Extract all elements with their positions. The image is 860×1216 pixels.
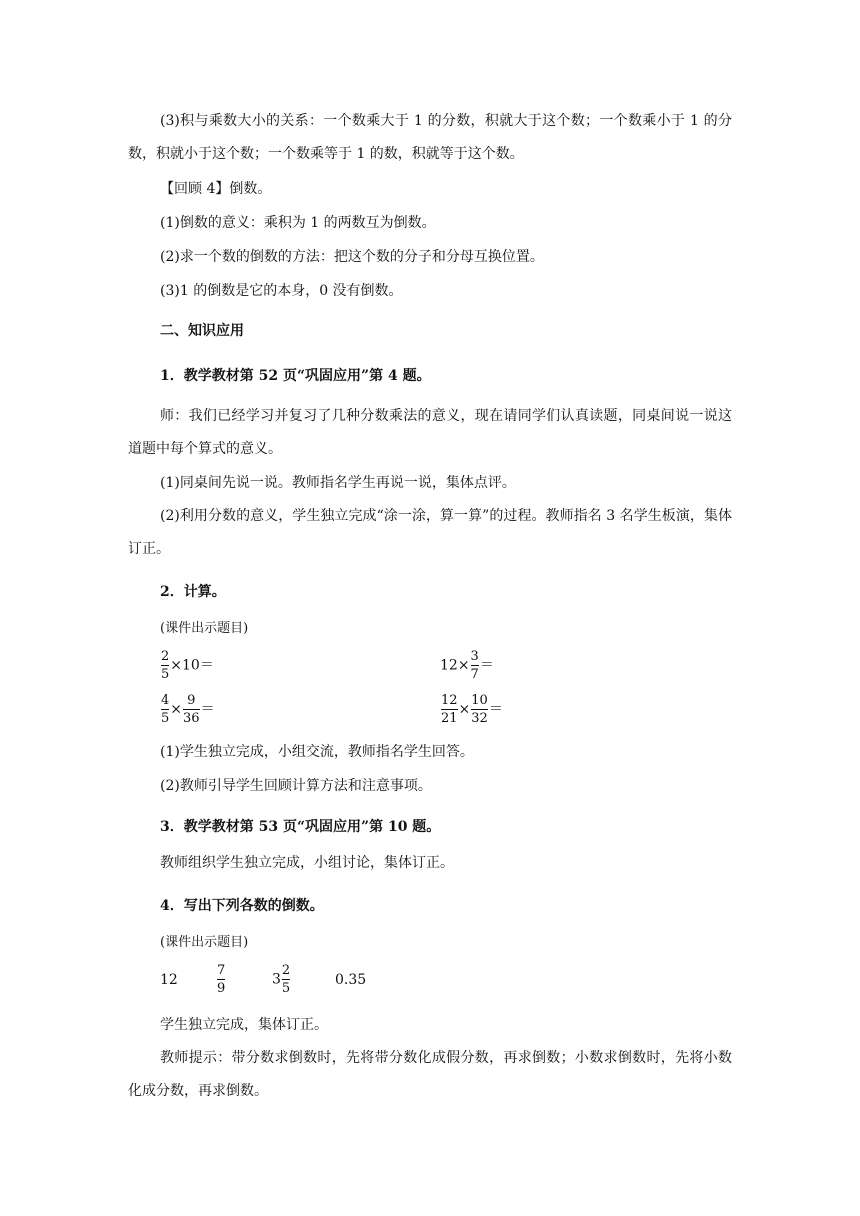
q4-number-mixed: 3 $\frac{2}{5}$ (272, 963, 291, 996)
fraction: $\frac{7}{9}$ (217, 963, 226, 996)
q4-number-12: 12 (160, 972, 178, 988)
review4-title: 【回顾 4】倒数。 (160, 181, 272, 197)
fraction: $\frac{3}{7}$ (470, 649, 479, 682)
q4-number-decimal: 0.35 (335, 972, 367, 988)
q2-title: 2．计算。 (160, 584, 226, 600)
review4-item1: (1)倒数的意义：乘积为 1 的两数互为倒数。 (160, 215, 436, 231)
fraction: $\frac{12}{21}$ (441, 693, 458, 726)
review3-item3: (3)积与乘数大小的关系：一个数乘大于 1 的分数，积就大于这个数；一个数乘小于 1 的分数，积就小于这个数；一个数乘等于 1 的数，积就等于这个数。 (128, 113, 732, 162)
q2-note: (课件出示题目) (160, 621, 249, 636)
section2-title: 二、知识应用 (160, 323, 244, 339)
q4-note: (课件出示题目) (160, 935, 249, 950)
q2-expr2: 12× $\frac{3}{7}$ ＝ (440, 649, 494, 682)
q1-title: 1．教学教材第 52 页“巩固应用”第 4 题。 (160, 368, 431, 384)
q3-title: 3．教学教材第 53 页“巩固应用”第 10 题。 (160, 819, 441, 835)
q2-expr4: $\frac{12}{21}$ × $\frac{10}{32}$ ＝ (441, 693, 503, 726)
q1-step2: (2)利用分数的意义，学生独立完成“涂一涂，算一算”的过程。教师指名 3 名学生板演，集体订正。 (128, 508, 732, 557)
q2-expr3: $\frac{4}{5}$ × $\frac{9}{36}$ ＝ (161, 693, 215, 726)
review4-item3: (3)1 的倒数是它的本身，0 没有倒数。 (160, 283, 403, 299)
q3-text: 教师组织学生独立完成，小组讨论，集体订正。 (160, 855, 454, 871)
q2-step2: (2)教师引导学生回顾计算方法和注意事项。 (160, 778, 432, 794)
fraction: $\frac{2}{5}$ (281, 963, 291, 996)
fraction: $\frac{2}{5}$ (161, 649, 170, 682)
q4-number-fraction (216, 962, 226, 997)
q2-expr1: $\frac{2}{5}$ ×10＝ (161, 649, 214, 682)
fraction: $\frac{10}{32}$ (471, 693, 488, 726)
q1-step1: (1)同桌间先说一说。教师指名学生再说一说，集体点评。 (160, 475, 516, 491)
review4-item2: (2)求一个数的倒数的方法：把这个数的分子和分母互换位置。 (160, 249, 544, 265)
q1-teacher-text: 师：我们已经学习并复习了几种分数乘法的意义，现在请同学们认真读题，同桌间说一说这道题中每个算式的意义。 (128, 408, 732, 457)
q4-text: 学生独立完成，集体订正。 (160, 1017, 328, 1033)
q4-title: 4．写出下列各数的倒数。 (160, 898, 324, 914)
fraction: $\frac{9}{36}$ (183, 693, 200, 726)
q2-step1: (1)学生独立完成，小组交流，教师指名学生回答。 (160, 744, 474, 760)
q4-hint: 教师提示：带分数求倒数时，先将带分数化成假分数，再求倒数；小数求倒数时，先将小数化成分数，再求倒数。 (128, 1050, 732, 1099)
fraction: $\frac{4}{5}$ (161, 693, 170, 726)
